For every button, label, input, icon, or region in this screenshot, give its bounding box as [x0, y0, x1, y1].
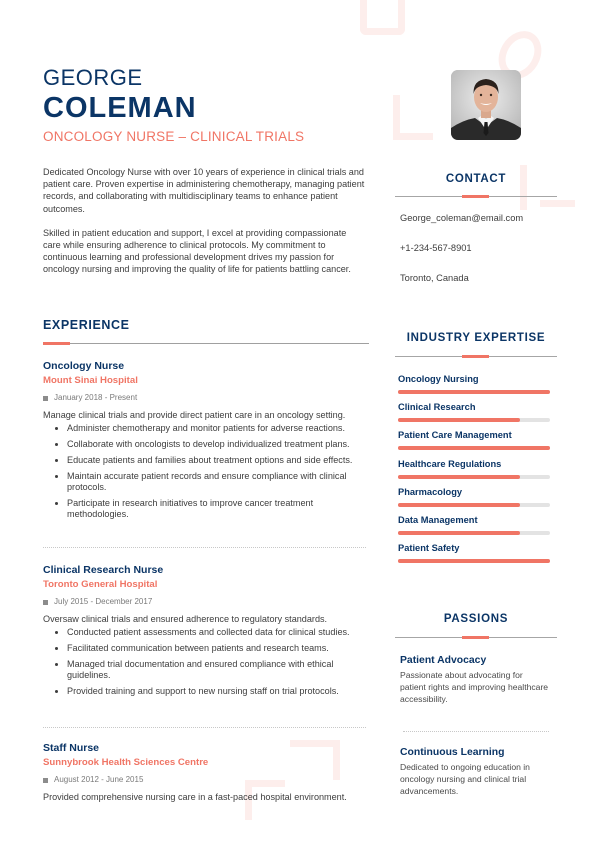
- job-description: Oversaw clinical trials and ensured adherence to regulatory standards.: [43, 614, 328, 624]
- job-dates: [43, 775, 369, 785]
- entry-divider: [403, 731, 549, 732]
- skill-item: [398, 459, 552, 479]
- job-role: Oncology Nurse: [43, 360, 125, 372]
- job-dates-text: July 2015 - December 2017: [54, 597, 153, 606]
- skill-item: [398, 515, 552, 535]
- job-bullet: Educate patients and families about treatment options and side effects.: [43, 455, 369, 466]
- skill-level-bar: [398, 446, 550, 450]
- divider-accent: [462, 195, 489, 198]
- skill-level-bar: [398, 475, 550, 479]
- skill-level-bar: [398, 531, 550, 535]
- job-bullet: Maintain accurate patient records and ensure compliance with clinical protocols.: [43, 471, 369, 493]
- passion-description: Passionate about advocating for patient rights and improving healthcare accessibility.: [400, 670, 549, 705]
- skill-level-fill: [398, 503, 520, 507]
- passion-item: [400, 746, 550, 798]
- skill-level-bar: [398, 559, 550, 563]
- job-description: Provided comprehensive nursing care in a fast-paced hospital environment.: [43, 792, 347, 802]
- background-watermark-shape: [360, 0, 405, 35]
- skill-level-bar: [398, 418, 550, 422]
- person-portrait-icon: [451, 70, 521, 140]
- skill-name: Patient Care Management: [398, 430, 512, 441]
- job-role: Staff Nurse: [43, 742, 100, 754]
- divider-accent: [43, 342, 70, 345]
- job-dates-text: January 2018 - Present: [54, 393, 138, 402]
- job-dates: [43, 597, 369, 607]
- passion-title: Patient Advocacy: [400, 655, 487, 666]
- job-dates: [43, 393, 369, 403]
- skill-level-fill: [398, 559, 550, 563]
- calendar-icon: [43, 600, 48, 605]
- job-title: ONCOLOGY NURSE – CLINICAL TRIALS: [43, 129, 305, 144]
- skill-item: [398, 374, 552, 394]
- first-name: GEORGE: [43, 65, 143, 90]
- calendar-icon: [43, 778, 48, 783]
- job-description: Manage clinical trials and provide direct patient care in an oncology setting.: [43, 410, 346, 420]
- passion-item: [400, 654, 550, 706]
- skill-name: Data Management: [398, 515, 478, 525]
- job-bullet: Participate in research initiatives to improve cancer treatment methodologies.: [43, 498, 369, 520]
- background-watermark-shape: [393, 95, 433, 140]
- divider-accent: [462, 636, 489, 639]
- job-bullet: Collaborate with oncologists to develop individualized treatment plans.: [43, 439, 369, 450]
- skill-name: Pharmacology: [398, 486, 463, 497]
- job-bullet: Administer chemotherapy and monitor patients for adverse reactions.: [43, 423, 369, 434]
- profile-photo: [451, 70, 521, 140]
- job-bullet-list: [43, 423, 369, 520]
- job-bullet: Provided training and support to new nursing staff on trial protocols.: [43, 686, 369, 697]
- skill-item: [398, 543, 552, 563]
- experience-entry: [43, 360, 369, 525]
- job-company: Sunnybrook Health Sciences Centre: [43, 757, 209, 768]
- section-divider: [395, 637, 557, 638]
- skill-level-bar: [398, 503, 550, 507]
- section-divider: [395, 196, 557, 197]
- job-role: Clinical Research Nurse: [43, 564, 164, 576]
- skill-level-fill: [398, 446, 550, 450]
- contact-location: Toronto, Canada: [400, 273, 469, 283]
- expertise-heading: INDUSTRY EXPERTISE: [406, 332, 546, 344]
- contact-heading: CONTACT: [445, 173, 507, 185]
- contact-phone[interactable]: +1-234-567-8901: [400, 243, 472, 253]
- job-dates-text: August 2012 - June 2015: [54, 775, 144, 784]
- job-bullet: Conducted patient assessments and collected data for clinical studies.: [43, 627, 369, 638]
- job-bullet: Facilitated communication between patients and research teams.: [43, 643, 369, 654]
- entry-divider: [43, 547, 366, 548]
- skill-level-fill: [398, 531, 520, 535]
- entry-divider: [43, 727, 366, 728]
- skill-item: [398, 430, 552, 450]
- skill-name: Clinical Research: [398, 402, 476, 413]
- calendar-icon: [43, 396, 48, 401]
- job-bullet-list: [43, 627, 369, 697]
- passion-description: Dedicated to ongoing education in oncology nursing and clinical trial advancements.: [400, 762, 530, 797]
- section-divider: [395, 356, 557, 357]
- experience-heading: EXPERIENCE: [43, 318, 130, 332]
- job-company: Toronto General Hospital: [43, 579, 158, 590]
- skill-level-fill: [398, 418, 520, 422]
- last-name: COLEMAN: [43, 92, 197, 124]
- passions-heading: PASSIONS: [443, 613, 509, 625]
- divider-accent: [462, 355, 489, 358]
- skill-level-fill: [398, 390, 550, 394]
- skill-name: Oncology Nursing: [398, 374, 479, 384]
- resume-header: [43, 66, 304, 144]
- skill-item: [398, 487, 552, 507]
- skill-name: Patient Safety: [398, 543, 460, 554]
- summary-paragraph: Dedicated Oncology Nurse with over 10 years of experience in clinical trials and patient care. Proven expertise in administering chemotherapy, managing patient records, and collaborating with multidisciplinary teams to enhance patient outcomes.: [43, 167, 365, 214]
- job-bullet: Managed trial documentation and ensured compliance with ethical guidelines.: [43, 659, 369, 681]
- skill-level-fill: [398, 475, 520, 479]
- summary-paragraph: Skilled in patient education and support, I excel at providing compassionate care while ensuring adherence to clinical protocols. My commitment to continuous learning and professional development drives my passion for oncology nursing and improving the quality of life for patients battling cancer.: [43, 227, 351, 275]
- skill-level-bar: [398, 390, 550, 394]
- contact-email[interactable]: George_coleman@email.com: [400, 213, 524, 223]
- skill-name: Healthcare Regulations: [398, 458, 502, 469]
- passion-title: Continuous Learning: [400, 747, 505, 758]
- experience-entry: [43, 742, 369, 803]
- profile-summary: [43, 166, 365, 276]
- section-divider: [43, 343, 369, 344]
- background-watermark-shape: [520, 165, 540, 210]
- experience-entry: [43, 564, 369, 702]
- background-watermark-shape: [540, 200, 575, 220]
- job-company: Mount Sinai Hospital: [43, 375, 138, 386]
- skill-item: [398, 402, 552, 422]
